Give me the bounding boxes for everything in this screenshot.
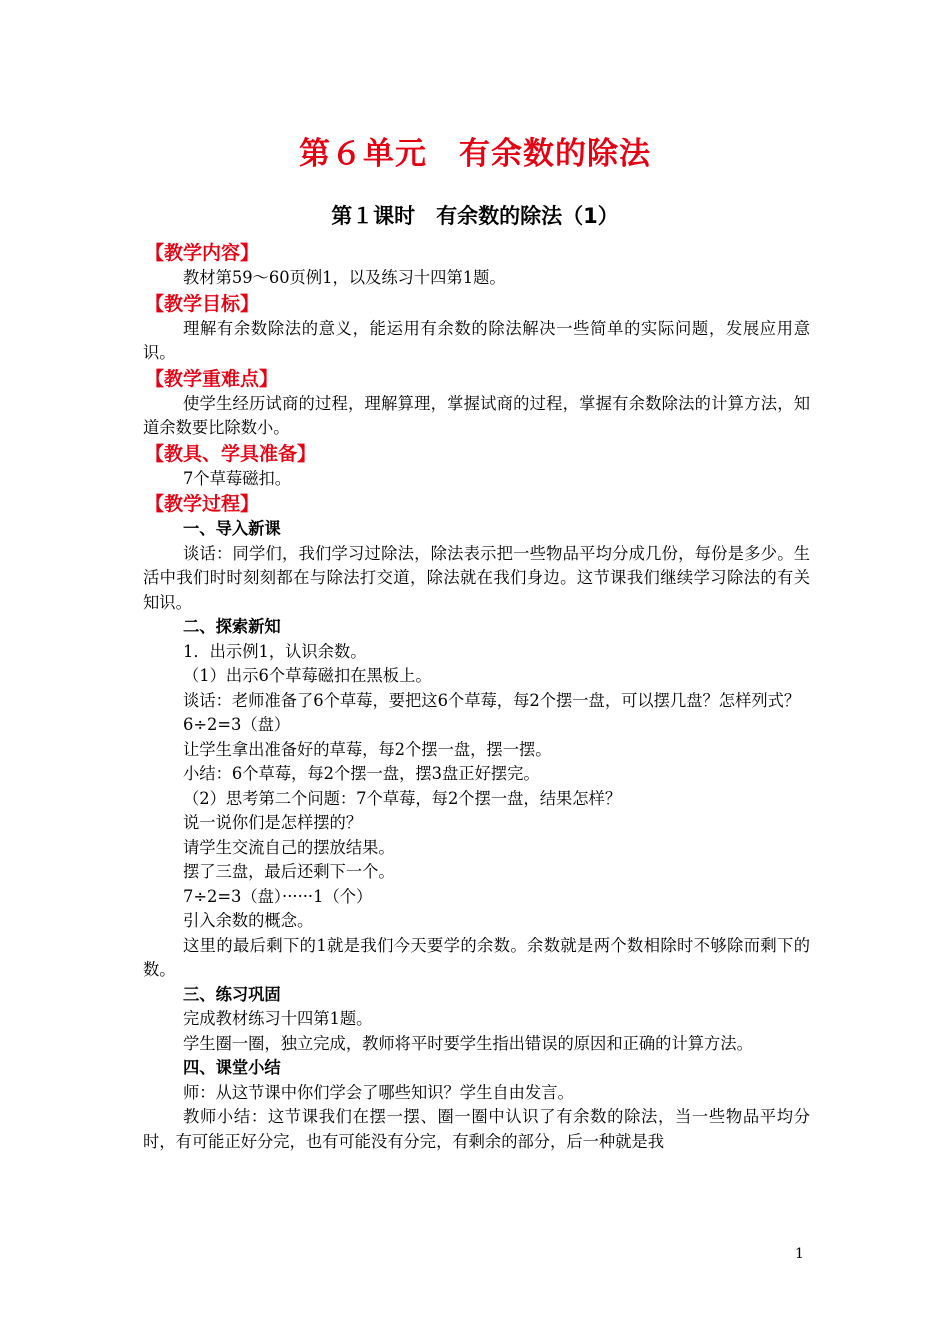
part2-line: 让学生拿出准备好的草莓，每2个摆一盘，摆一摆。 [183,739,552,759]
part3-line: 学生圈一圈，独立完成，教师将平时要学生指出错误的原因和正确的计算方法。 [183,1033,753,1053]
section-heading-content: 【教学内容】 [145,242,260,264]
part2-line: 1．出示例1，认识余数。 [183,641,367,661]
part2-line: （1）出示6个草莓磁扣在黑板上。 [183,666,432,685]
lesson-title: 第１课时 有余数的除法（1） [331,204,619,228]
part2-line: 引入余数的概念。 [183,911,314,930]
part2-line: 谈话：老师准备了6个草莓，要把这6个草莓，每2个摆一盘，可以摆几盘？怎样列式？ [183,690,801,710]
part2-line: 说一说你们是怎样摆的？ [183,813,363,832]
materials-text: 7个草莓磁扣。 [183,468,292,488]
goals-text: 理解有余数除法的意义，能运用有余数的除法解决一些简单的实际问题，发展应用意识。 [143,318,810,362]
part2-line: （2）思考第二个问题：7个草莓，每2个摆一盘，结果怎样？ [183,788,622,808]
part3-line: 完成教材练习十四第1题。 [183,1009,373,1028]
document-body [143,240,810,1154]
part4-line: 师：从这节课中你们学会了哪些知识？学生自由发言。 [183,1082,574,1102]
part2-line: 摆了三盘，最后还剩下一个。 [183,862,395,881]
part3-title: 三、练习巩固 [183,984,281,1004]
section-heading-materials: 【教具、学具准备】 [145,442,317,465]
part2-line: 小结：6个草莓，每2个摆一盘，摆3盘正好摆完。 [183,764,540,783]
part1-text: 谈话：同学们，我们学习过除法，除法表示把一些物品平均分成几份，每份是多少。生活中我们时时刻刻都在与除法打交道，除法就在我们身边。这节课我们继续学习除法的有关知识。 [143,543,810,612]
part2-title: 二、探索新知 [183,617,281,636]
part2-line: 请学生交流自己的摆放结果。 [183,837,395,857]
part4-title: 四、课堂小结 [183,1058,281,1077]
part4-line: 教师小结：这节课我们在摆一摆、圈一圈中认识了有余数的除法，当一些物品平均分时，有可能正好分完，也有可能没有分完，有剩余的部分，后一种就是我 [143,1107,810,1151]
section-heading-goals: 【教学目标】 [145,292,260,315]
section-heading-process: 【教学过程】 [145,493,260,515]
unit-title: 第６单元 有余数的除法 [299,136,651,172]
part2-line: 这里的最后剩下的1就是我们今天要学的余数。余数就是两个数相除时不够除而剩下的数。 [143,935,810,979]
part2-line: 6÷2=3（盘） [183,715,291,734]
part1-title: 一、导入新课 [183,519,281,538]
part2-line: 7÷2=3（盘）······1（个） [183,886,373,906]
page-number: 1 [795,1246,804,1262]
section-heading-key-points: 【教学重难点】 [145,367,279,390]
key-points-text: 使学生经历试商的过程，理解算理，掌握试商的过程，掌握有余数除法的计算方法，知道余数要比除数小。 [143,393,810,437]
content-text: 教材第59～60页例1，以及练习十四第1题。 [183,268,506,287]
